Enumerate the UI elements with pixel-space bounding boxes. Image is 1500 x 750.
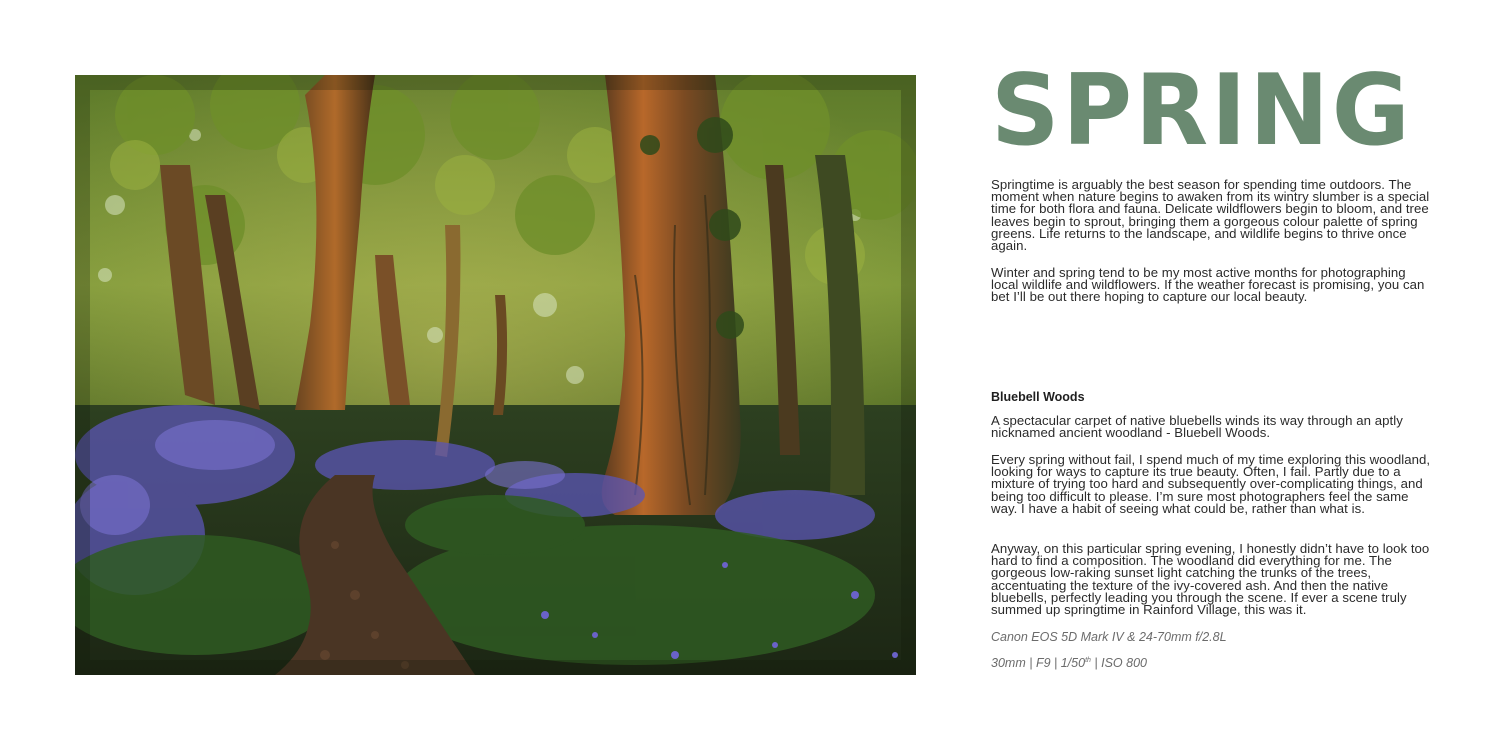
separator: | bbox=[1050, 656, 1061, 670]
feature-paragraph-3: Anyway, on this particular spring evening, I honestly didn’t have to look too hard to find a composition. The woodland did everything for me. The gorgeous low-raking sunset light catching the trunks of the trees, accentuating the texture of the ivy-covered ash. And then the native bluebells, perfectly leading you through the scene. If ever a scene truly summed up springtime in Rainford Village, this was it. bbox=[991, 541, 1430, 618]
intro-paragraph-2: Winter and spring tend to be my most active months for photographing local wildlife and wildflowers. If the weather forecast is promising, you can bet I’ll be out there hoping to capture our local beauty. bbox=[991, 265, 1425, 305]
iso: ISO 800 bbox=[1101, 656, 1147, 670]
camera-info: Canon EOS 5D Mark IV & 24-70mm f/2.8L bbox=[991, 630, 1227, 644]
focal-length: 30mm bbox=[991, 656, 1026, 670]
separator: | bbox=[1090, 656, 1102, 670]
shutter-suffix: th bbox=[1085, 656, 1091, 664]
feature-heading: Bluebell Woods bbox=[991, 390, 1085, 404]
shutter-speed: 1/50 bbox=[1060, 656, 1086, 670]
page-title: SPRING bbox=[991, 54, 1413, 168]
photo-illustration bbox=[75, 75, 916, 675]
aperture: F9 bbox=[1035, 656, 1051, 670]
exposure-settings bbox=[991, 656, 1147, 670]
feature-paragraph-1: A spectacular carpet of native bluebells winds its way through an aptly nicknamed ancient woodland - Bluebell Woods. bbox=[991, 413, 1403, 441]
intro-paragraph-1: Springtime is arguably the best season for spending time outdoors. The moment when nature begins to awaken from its wintry slumber is a special time for both flora and fauna. Delicate wildflowers begin to bloom, and tree leaves begin to sprout, bringing them a gorgeous colour palette of spring greens. Life returns to the landscape, and wildlife begins to thrive once again. bbox=[991, 177, 1430, 254]
bluebell-woods-photo bbox=[75, 75, 916, 675]
text-column bbox=[991, 54, 1431, 670]
feature-paragraph-2: Every spring without fail, I spend much of my time exploring this woodland, looking for ways to capture its true beauty. Often, I fail. Partly due to a mixture of trying too hard and subsequently over-complicating things, and being too difficult to please. I’m sure most photographers feel the same way. I have a habit of seeing what could be, rather than what is. bbox=[991, 452, 1431, 516]
separator: | bbox=[1025, 656, 1036, 670]
